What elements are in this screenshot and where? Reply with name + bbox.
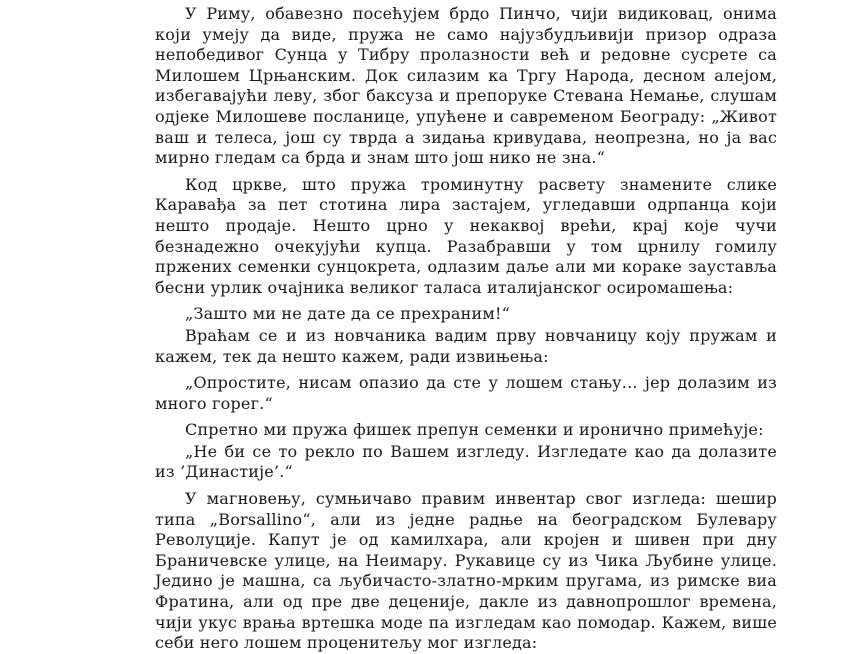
paragraph-return: Враћам се и из новчаника вадим прву новчаницу коју пружам и кажем, тек да нешто кажем, ради извињења: [155,325,777,366]
paragraph-pincio: У Риму, обавезно посећујем брдо Пинчо, чији видиковац, онима који умеју да виде, пружа не само најузбудљивији призор одраза непобедивог Сунца у Тибру пролазности већ и редовне сусрете са Милошем Црњанским. Док силазим ка Тргу Народа, десном алејом, избегавајући леву, због баксуза и препоруке Стевана Немање, слушам одјеке Милошеве посланице, упућене и савременом Београду: „Живот ваш и телеса, још су тврда а зидања кривудава, неопрезна, но ја вас мирно гледам са брда и знам што још нико не зна.“ [155,4,777,168]
document-page [155,4,777,654]
paragraph-church: Код цркве, што пружа троминутну расвету знамените слике Каравађа за пет стотина лира застајем, угледавши одрпанца који нешто продаје. Нешто црно у некаквој врећи, крај које чучи безнадежно очекујући купца. Разабравши у том црнилу гомилу пржених семенки сунцокрета, одлазим даље али ми кораке зауставља бесни урлик очајника великог таласа италијанског осиромашења: [155,174,777,297]
paragraph-hands-bag: Спретно ми пружа фишек препун семенки и иронично примећује: [185,420,764,440]
quote-dynasty: „Не би се то рекло по Вашем изгледу. Изгледате као да долазите из ’Династије’.“ [155,441,777,482]
quote-vendor-cry: „Зашто ми не дате да се прехраним!“ [185,304,511,324]
quote-apology: „Опростите, нисам опазио да сте у лошем стању... јер долазим из много горег.“ [155,373,777,413]
paragraph-inventory: У магновењу, сумњичаво правим инвентар свог изгледа: шешир типа „Borsallino“, али из једне радње на београдском Булевару Револуције. Капут је од камилхара, али кројен и шивен при дну Браничевске улице, на Неимару. Рукавице су из Чика Љубине улице. Једино је машна, са љубичасто-златно-мрким пругама, из римске виа Фратина, али од пре две деценије, дакле из давнопрошлог времена, чији укус врања вртешка моде па изгледам као помодар. Кажем, више себи него лошем проценитељу мог изгледа: [155,489,777,653]
